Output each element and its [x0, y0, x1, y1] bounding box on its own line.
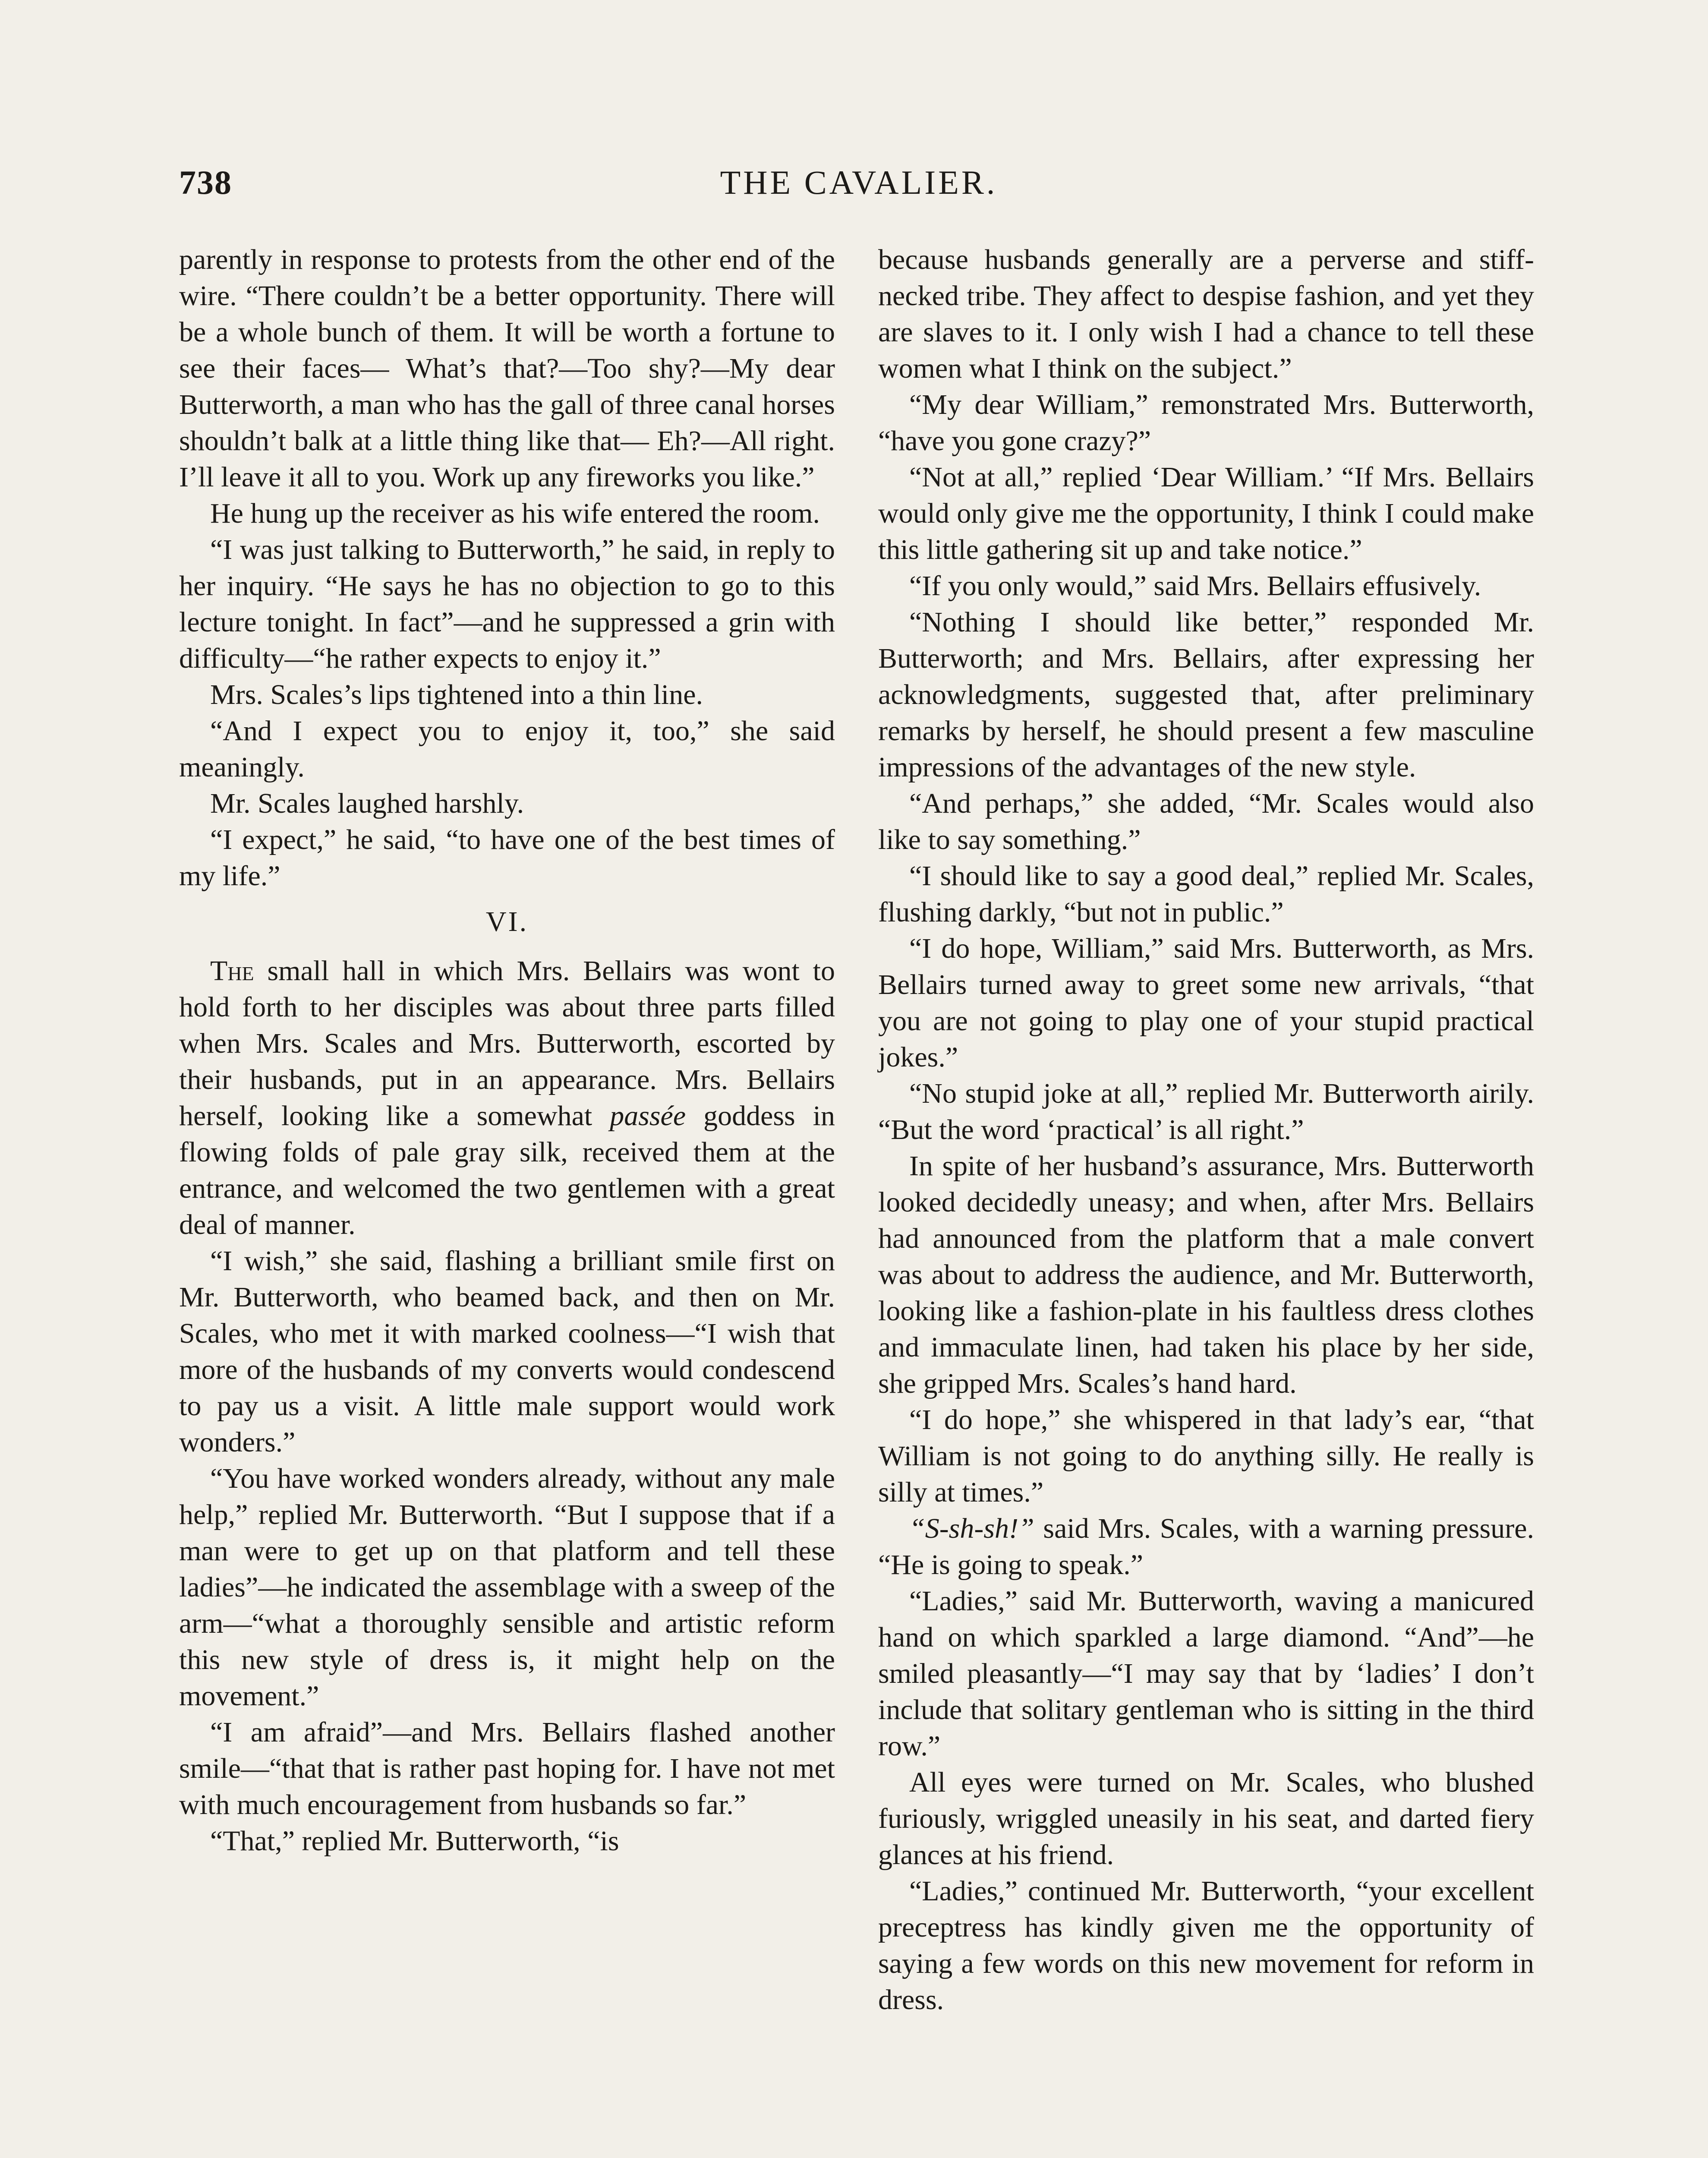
paragraph: Mr. Scales laughed harshly. — [210, 788, 524, 819]
paragraph: “Ladies,” continued Mr. Butterworth, “your excellent preceptress has kindly given me the opportunity of saying a few words on this new movement for reform in dress. — [878, 1875, 1534, 2016]
paragraph: “I was just talking to Butterworth,” he said, in reply to her inquiry. “He says he has no objection to go to this lecture tonight. In fact”—and he suppressed a grin with difficulty—“he rather expects to enjoy it.” — [179, 534, 835, 674]
paragraph — [878, 1511, 1534, 1583]
paragraph: because husbands generally are a perverse and stiff-necked tribe. They affect to despise fashion, and yet they are slaves to it. I only wish I had a chance to tell these women what I think on the subject.” — [878, 244, 1534, 384]
lead-word: The — [210, 955, 254, 987]
page-number: 738 — [179, 164, 232, 201]
paragraph: “I should like to say a good deal,” replied Mr. Scales, flushing darkly, “but not in public.” — [878, 860, 1534, 928]
paragraph: In spite of her husband’s assurance, Mrs. Butterworth looked decidedly uneasy; and when, after Mrs. Bellairs had announced from the platform that a male convert was about to address the audience, and Mr. Butterworth, looking like a fashion-plate in his faultless dress clothes and immaculate linen, had taken his place by her side, she gripped Mrs. Scales’s hand hard. — [878, 1150, 1534, 1399]
paragraph: “Ladies,” said Mr. Butterworth, waving a manicured hand on which sparkled a large diamond. “And”—he smiled pleasantly—“I may say that by ‘ladies’ I don’t include that solitary gentleman who is sitting in the third row.” — [878, 1585, 1534, 1762]
section-heading: VI. — [485, 906, 529, 937]
paragraph: “No stupid joke at all,” replied Mr. Butterworth airily. “But the word ‘practical’ is all right.” — [878, 1078, 1534, 1145]
paragraph: “Not at all,” replied ‘Dear William.’ “If Mrs. Bellairs would only give me the opportunity, I think I could make this little gathering sit up and take notice.” — [878, 461, 1534, 565]
paragraph: “I do hope, William,” said Mrs. Butterworth, as Mrs. Bellairs turned away to greet some new arrivals, “that you are not going to play one of your stupid practical jokes.” — [878, 933, 1534, 1073]
paragraph: “I wish,” she said, flashing a brilliant smile first on Mr. Butterworth, who beamed back, and then on Mr. Scales, who met it with marked coolness—“I wish that more of the husbands of my converts would condescend to pay us a visit. A little male support would work wonders.” — [179, 1245, 835, 1458]
paragraph: “If you only would,” said Mrs. Bellairs effusively. — [909, 570, 1481, 602]
italic-phrase: “S-sh-sh!” — [909, 1513, 1034, 1544]
italic-word: passée — [610, 1100, 686, 1132]
paragraph: parently in response to protests from the other end of the wire. “There couldn’t be a better opportunity. There will be a whole bunch of them. It will be worth a fortune to see their faces— What’s that?—Too shy?—My dear Butterworth, a man who has the gall of three canal horses shouldn’t balk at a little thing like that— Eh?—All right. I’ll leave it all to you. Work up any fireworks you like.” — [179, 244, 835, 493]
paragraph: All eyes were turned on Mr. Scales, who blushed furiously, wriggled uneasily in his seat, and darted fiery glances at his friend. — [878, 1767, 1534, 1871]
paragraph: He hung up the receiver as his wife entered the room. — [210, 498, 820, 529]
paragraph: “I am afraid”—and Mrs. Bellairs flashed another smile—“that that is rather past hoping for. I have not met with much encouragement from husbands so far.” — [179, 1716, 835, 1820]
paragraph: “I expect,” he said, “to have one of the best times of my life.” — [179, 824, 835, 892]
paragraph: “I do hope,” she whispered in that lady’s ear, “that William is not going to do anything silly. He really is silly at times.” — [878, 1404, 1534, 1508]
paragraph-text: said Mrs. Scales, with a warning pressure. “He is going to speak.” — [878, 1513, 1534, 1581]
paragraph-text: goddess in flowing folds of pale gray silk, received them at the entrance, and welcomed the two gentlemen with a great deal of manner. — [179, 1100, 835, 1240]
page-header — [179, 163, 1538, 215]
paragraph: “My dear William,” remonstrated Mrs. Butterworth, “have you gone crazy?” — [878, 389, 1534, 457]
paragraph: “Nothing I should like better,” responded Mr. Butterworth; and Mrs. Bellairs, after expressing her acknowledgments, suggested that, after preliminary remarks by herself, he should present a few masculine impressions of the advantages of the new style. — [878, 606, 1534, 783]
left-column — [179, 242, 835, 2158]
right-column — [878, 242, 1534, 2158]
paragraph: “That,” replied Mr. Butterworth, “is — [210, 1825, 619, 1857]
paragraph: “You have worked wonders already, without any male help,” replied Mr. Butterworth. “But I suppose that if a man were to get up on that platform and tell these ladies”—he indicated the assemblage with a sweep of the arm—“what a thoroughly sensible and artistic reform this new style of dress is, it might help on the movement.” — [179, 1463, 835, 1712]
paragraph: Mrs. Scales’s lips tightened into a thin line. — [210, 679, 703, 710]
paragraph-text: small hall in which Mrs. Bellairs was wont to hold forth to her disciples was about three parts filled when Mrs. Scales and Mrs. Butterworth, escorted by their husbands, put in an appearance. Mrs. Bellairs herself, looking like a somewhat — [179, 955, 835, 1132]
paragraph — [179, 953, 835, 1243]
paragraph: “And perhaps,” she added, “Mr. Scales would also like to say something.” — [878, 788, 1534, 855]
running-title: THE CAVALIER. — [720, 164, 998, 201]
paragraph: “And I expect you to enjoy it, too,” she said meaningly. — [179, 715, 835, 783]
